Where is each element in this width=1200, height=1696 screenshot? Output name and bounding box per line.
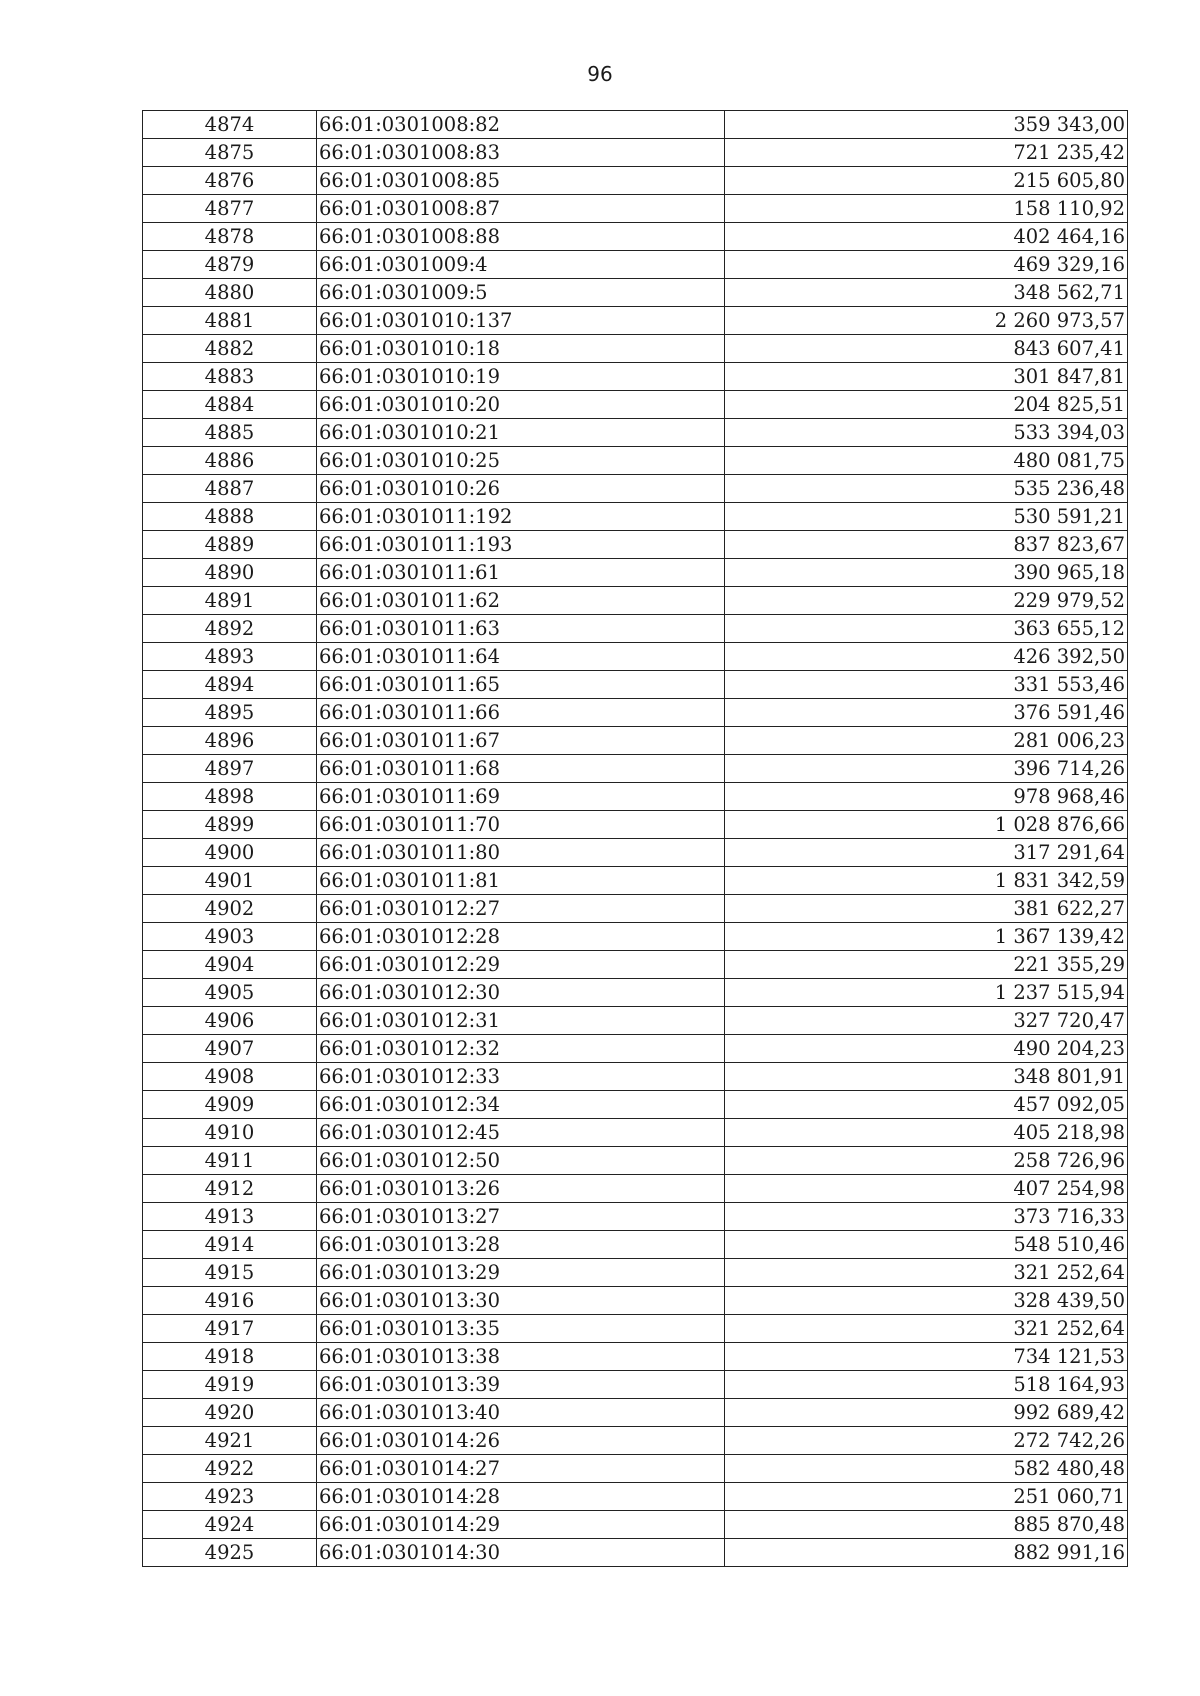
row-number-cell: 4910 <box>143 1119 317 1147</box>
cadastral-number-cell: 66:01:0301009:4 <box>317 251 725 279</box>
row-number-cell: 4923 <box>143 1483 317 1511</box>
table-row <box>143 671 1128 699</box>
cadastral-number-cell: 66:01:0301014:26 <box>317 1427 725 1455</box>
table-row <box>143 1119 1128 1147</box>
row-number-cell: 4899 <box>143 811 317 839</box>
cadastral-value-cell: 221 355,29 <box>725 951 1128 979</box>
row-number-cell: 4888 <box>143 503 317 531</box>
table-row <box>143 195 1128 223</box>
cadastral-value-cell: 469 329,16 <box>725 251 1128 279</box>
table-row <box>143 1343 1128 1371</box>
cadastral-number-cell: 66:01:0301013:39 <box>317 1371 725 1399</box>
table-row <box>143 419 1128 447</box>
cadastral-value-cell: 229 979,52 <box>725 587 1128 615</box>
cadastral-number-cell: 66:01:0301011:70 <box>317 811 725 839</box>
cadastral-number-cell: 66:01:0301012:30 <box>317 979 725 1007</box>
cadastral-value-cell: 272 742,26 <box>725 1427 1128 1455</box>
cadastral-number-cell: 66:01:0301012:29 <box>317 951 725 979</box>
cadastral-value-cell: 215 605,80 <box>725 167 1128 195</box>
cadastral-number-cell: 66:01:0301012:32 <box>317 1035 725 1063</box>
cadastral-value-cell: 373 716,33 <box>725 1203 1128 1231</box>
table-row <box>143 1287 1128 1315</box>
row-number-cell: 4916 <box>143 1287 317 1315</box>
table-row <box>143 1259 1128 1287</box>
table-row <box>143 1539 1128 1567</box>
cadastral-number-cell: 66:01:0301011:69 <box>317 783 725 811</box>
row-number-cell: 4894 <box>143 671 317 699</box>
cadastral-value-cell: 535 236,48 <box>725 475 1128 503</box>
cadastral-number-cell: 66:01:0301010:137 <box>317 307 725 335</box>
cadastral-value-cell: 258 726,96 <box>725 1147 1128 1175</box>
cadastral-value-cell: 2 260 973,57 <box>725 307 1128 335</box>
page-number: 96 <box>587 62 613 86</box>
cadastral-value-cell: 457 092,05 <box>725 1091 1128 1119</box>
cadastral-number-cell: 66:01:0301011:67 <box>317 727 725 755</box>
row-number-cell: 4879 <box>143 251 317 279</box>
cadastral-value-cell: 348 801,91 <box>725 1063 1128 1091</box>
table-row <box>143 391 1128 419</box>
cadastral-number-cell: 66:01:0301014:30 <box>317 1539 725 1567</box>
row-number-cell: 4874 <box>143 111 317 139</box>
cadastral-number-cell: 66:01:0301008:82 <box>317 111 725 139</box>
table-row <box>143 475 1128 503</box>
row-number-cell: 4903 <box>143 923 317 951</box>
cadastral-value-cell: 327 720,47 <box>725 1007 1128 1035</box>
cadastral-number-cell: 66:01:0301010:21 <box>317 419 725 447</box>
table-row <box>143 223 1128 251</box>
table-row <box>143 951 1128 979</box>
row-number-cell: 4912 <box>143 1175 317 1203</box>
row-number-cell: 4892 <box>143 615 317 643</box>
row-number-cell: 4886 <box>143 447 317 475</box>
cadastral-number-cell: 66:01:0301012:33 <box>317 1063 725 1091</box>
table-row <box>143 335 1128 363</box>
cadastral-value-cell: 321 252,64 <box>725 1315 1128 1343</box>
row-number-cell: 4915 <box>143 1259 317 1287</box>
row-number-cell: 4906 <box>143 1007 317 1035</box>
row-number-cell: 4891 <box>143 587 317 615</box>
row-number-cell: 4925 <box>143 1539 317 1567</box>
cadastral-value-cell: 251 060,71 <box>725 1483 1128 1511</box>
cadastral-number-cell: 66:01:0301011:62 <box>317 587 725 615</box>
table-row <box>143 1315 1128 1343</box>
cadastral-number-cell: 66:01:0301011:66 <box>317 699 725 727</box>
table-row <box>143 1427 1128 1455</box>
cadastral-number-cell: 66:01:0301012:34 <box>317 1091 725 1119</box>
row-number-cell: 4897 <box>143 755 317 783</box>
row-number-cell: 4895 <box>143 699 317 727</box>
table-row <box>143 867 1128 895</box>
cadastral-value-cell: 376 591,46 <box>725 699 1128 727</box>
table-row <box>143 979 1128 1007</box>
row-number-cell: 4876 <box>143 167 317 195</box>
cadastral-value-cell: 402 464,16 <box>725 223 1128 251</box>
row-number-cell: 4911 <box>143 1147 317 1175</box>
cadastral-value-cell: 1 831 342,59 <box>725 867 1128 895</box>
row-number-cell: 4885 <box>143 419 317 447</box>
row-number-cell: 4902 <box>143 895 317 923</box>
cadastral-number-cell: 66:01:0301009:5 <box>317 279 725 307</box>
cadastral-value-cell: 734 121,53 <box>725 1343 1128 1371</box>
row-number-cell: 4905 <box>143 979 317 1007</box>
cadastral-number-cell: 66:01:0301013:26 <box>317 1175 725 1203</box>
cadastral-number-cell: 66:01:0301010:20 <box>317 391 725 419</box>
row-number-cell: 4881 <box>143 307 317 335</box>
table-row <box>143 643 1128 671</box>
row-number-cell: 4917 <box>143 1315 317 1343</box>
cadastral-value-cell: 518 164,93 <box>725 1371 1128 1399</box>
row-number-cell: 4890 <box>143 559 317 587</box>
table-row <box>143 1091 1128 1119</box>
row-number-cell: 4875 <box>143 139 317 167</box>
cadastral-value-cell: 204 825,51 <box>725 391 1128 419</box>
cadastral-number-cell: 66:01:0301013:35 <box>317 1315 725 1343</box>
cadastral-number-cell: 66:01:0301012:50 <box>317 1147 725 1175</box>
cadastral-value-cell: 281 006,23 <box>725 727 1128 755</box>
table-row <box>143 447 1128 475</box>
cadastral-value-cell: 381 622,27 <box>725 895 1128 923</box>
table-row <box>143 1007 1128 1035</box>
table-row <box>143 363 1128 391</box>
cadastral-value-cell: 317 291,64 <box>725 839 1128 867</box>
cadastral-value-cell: 348 562,71 <box>725 279 1128 307</box>
cadastral-number-cell: 66:01:0301013:29 <box>317 1259 725 1287</box>
table-row <box>143 727 1128 755</box>
row-number-cell: 4901 <box>143 867 317 895</box>
table-row <box>143 251 1128 279</box>
cadastral-value-cell: 407 254,98 <box>725 1175 1128 1203</box>
cadastral-value-cell: 301 847,81 <box>725 363 1128 391</box>
row-number-cell: 4893 <box>143 643 317 671</box>
row-number-cell: 4887 <box>143 475 317 503</box>
cadastral-number-cell: 66:01:0301011:193 <box>317 531 725 559</box>
row-number-cell: 4921 <box>143 1427 317 1455</box>
cadastral-value-cell: 992 689,42 <box>725 1399 1128 1427</box>
cadastral-value-cell: 1 367 139,42 <box>725 923 1128 951</box>
table-row <box>143 1035 1128 1063</box>
cadastral-number-cell: 66:01:0301012:31 <box>317 1007 725 1035</box>
cadastral-number-cell: 66:01:0301011:81 <box>317 867 725 895</box>
table-row <box>143 1455 1128 1483</box>
cadastral-value-cell: 390 965,18 <box>725 559 1128 587</box>
cadastral-number-cell: 66:01:0301008:88 <box>317 223 725 251</box>
cadastral-value-cell: 480 081,75 <box>725 447 1128 475</box>
table-row <box>143 1063 1128 1091</box>
cadastral-value-cell: 843 607,41 <box>725 335 1128 363</box>
row-number-cell: 4882 <box>143 335 317 363</box>
table-row <box>143 811 1128 839</box>
cadastral-value-cell: 426 392,50 <box>725 643 1128 671</box>
cadastral-number-cell: 66:01:0301012:45 <box>317 1119 725 1147</box>
row-number-cell: 4877 <box>143 195 317 223</box>
row-number-cell: 4924 <box>143 1511 317 1539</box>
cadastral-value-cell: 490 204,23 <box>725 1035 1128 1063</box>
row-number-cell: 4880 <box>143 279 317 307</box>
row-number-cell: 4908 <box>143 1063 317 1091</box>
row-number-cell: 4922 <box>143 1455 317 1483</box>
cadastral-number-cell: 66:01:0301011:192 <box>317 503 725 531</box>
table-row <box>143 1203 1128 1231</box>
cadastral-value-cell: 582 480,48 <box>725 1455 1128 1483</box>
cadastral-number-cell: 66:01:0301013:27 <box>317 1203 725 1231</box>
cadastral-value-cell: 1 028 876,66 <box>725 811 1128 839</box>
row-number-cell: 4913 <box>143 1203 317 1231</box>
cadastral-number-cell: 66:01:0301011:64 <box>317 643 725 671</box>
row-number-cell: 4920 <box>143 1399 317 1427</box>
table-body <box>143 111 1128 1567</box>
cadastral-number-cell: 66:01:0301011:61 <box>317 559 725 587</box>
table-row <box>143 699 1128 727</box>
table-row <box>143 1483 1128 1511</box>
table-row <box>143 755 1128 783</box>
row-number-cell: 4896 <box>143 727 317 755</box>
cadastral-number-cell: 66:01:0301010:18 <box>317 335 725 363</box>
cadastral-number-cell: 66:01:0301011:63 <box>317 615 725 643</box>
table-row <box>143 1399 1128 1427</box>
cadastral-value-cell: 363 655,12 <box>725 615 1128 643</box>
cadastral-number-cell: 66:01:0301010:19 <box>317 363 725 391</box>
row-number-cell: 4889 <box>143 531 317 559</box>
row-number-cell: 4883 <box>143 363 317 391</box>
table-row <box>143 1371 1128 1399</box>
table-row <box>143 839 1128 867</box>
row-number-cell: 4904 <box>143 951 317 979</box>
cadastral-number-cell: 66:01:0301012:27 <box>317 895 725 923</box>
cadastral-number-cell: 66:01:0301008:83 <box>317 139 725 167</box>
row-number-cell: 4918 <box>143 1343 317 1371</box>
cadastral-value-cell: 885 870,48 <box>725 1511 1128 1539</box>
cadastral-value-cell: 548 510,46 <box>725 1231 1128 1259</box>
cadastral-number-cell: 66:01:0301011:80 <box>317 839 725 867</box>
cadastral-number-cell: 66:01:0301011:65 <box>317 671 725 699</box>
cadastral-value-cell: 533 394,03 <box>725 419 1128 447</box>
table-row <box>143 1147 1128 1175</box>
table-row <box>143 307 1128 335</box>
row-number-cell: 4907 <box>143 1035 317 1063</box>
cadastral-number-cell: 66:01:0301008:85 <box>317 167 725 195</box>
cadastral-number-cell: 66:01:0301010:26 <box>317 475 725 503</box>
cadastral-value-cell: 321 252,64 <box>725 1259 1128 1287</box>
row-number-cell: 4909 <box>143 1091 317 1119</box>
cadastral-value-cell: 978 968,46 <box>725 783 1128 811</box>
row-number-cell: 4900 <box>143 839 317 867</box>
cadastral-value-cell: 396 714,26 <box>725 755 1128 783</box>
table-row <box>143 531 1128 559</box>
cadastral-value-cell: 721 235,42 <box>725 139 1128 167</box>
cadastral-value-cell: 331 553,46 <box>725 671 1128 699</box>
table-row <box>143 503 1128 531</box>
table-row <box>143 1175 1128 1203</box>
row-number-cell: 4914 <box>143 1231 317 1259</box>
cadastral-value-table <box>142 110 1128 1567</box>
table-row <box>143 167 1128 195</box>
cadastral-value-cell: 882 991,16 <box>725 1539 1128 1567</box>
row-number-cell: 4884 <box>143 391 317 419</box>
table-row <box>143 139 1128 167</box>
cadastral-number-cell: 66:01:0301013:40 <box>317 1399 725 1427</box>
cadastral-value-cell: 530 591,21 <box>725 503 1128 531</box>
table-row <box>143 895 1128 923</box>
cadastral-number-cell: 66:01:0301014:29 <box>317 1511 725 1539</box>
cadastral-number-cell: 66:01:0301010:25 <box>317 447 725 475</box>
cadastral-number-cell: 66:01:0301008:87 <box>317 195 725 223</box>
cadastral-value-cell: 158 110,92 <box>725 195 1128 223</box>
cadastral-number-cell: 66:01:0301013:30 <box>317 1287 725 1315</box>
cadastral-number-cell: 66:01:0301014:28 <box>317 1483 725 1511</box>
cadastral-number-cell: 66:01:0301014:27 <box>317 1455 725 1483</box>
cadastral-value-cell: 1 237 515,94 <box>725 979 1128 1007</box>
table-row <box>143 615 1128 643</box>
table-row <box>143 1231 1128 1259</box>
table-row <box>143 111 1128 139</box>
table-row <box>143 559 1128 587</box>
table-row <box>143 783 1128 811</box>
cadastral-number-cell: 66:01:0301011:68 <box>317 755 725 783</box>
table-row <box>143 279 1128 307</box>
cadastral-value-cell: 359 343,00 <box>725 111 1128 139</box>
row-number-cell: 4878 <box>143 223 317 251</box>
cadastral-number-cell: 66:01:0301013:38 <box>317 1343 725 1371</box>
cadastral-value-cell: 405 218,98 <box>725 1119 1128 1147</box>
table-row <box>143 587 1128 615</box>
row-number-cell: 4898 <box>143 783 317 811</box>
cadastral-number-cell: 66:01:0301013:28 <box>317 1231 725 1259</box>
cadastral-value-cell: 328 439,50 <box>725 1287 1128 1315</box>
table-row <box>143 1511 1128 1539</box>
cadastral-number-cell: 66:01:0301012:28 <box>317 923 725 951</box>
row-number-cell: 4919 <box>143 1371 317 1399</box>
cadastral-value-cell: 837 823,67 <box>725 531 1128 559</box>
table-row <box>143 923 1128 951</box>
